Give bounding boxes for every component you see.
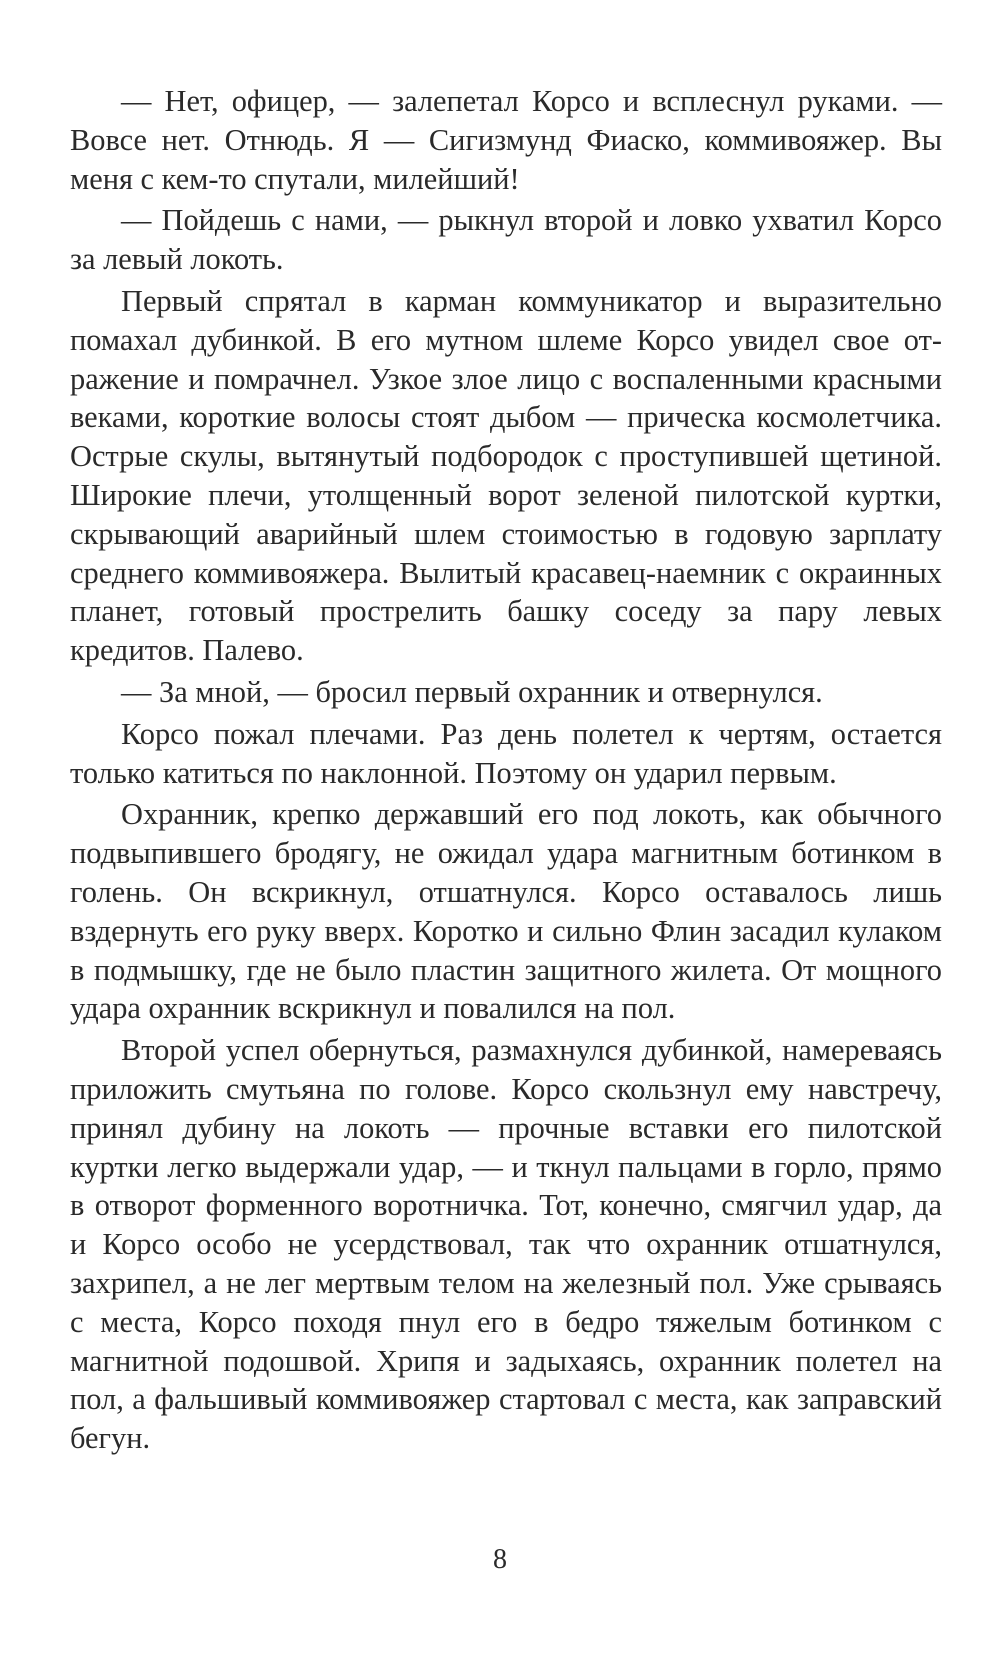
paragraph-4: — За мной, — бросил первый охранник и отвернулся. xyxy=(121,674,823,709)
paragraph-1: — Нет, офицер, — залепетал Корсо и всплеснул руками. — Вовсе нет. Отнюдь. Я — Сигизмунд Фиаско, коммивояжер. Вы меня с кем-то спутали, милейший! xyxy=(70,84,942,196)
paragraph-6: Охранник, крепко державший его под локоть, как обычного подвыпившего бродягу, не ожидал удара магнитным ботинком в голень. Он вскрикнул, отшатнулся. Корсо оставалось лишь вздернуть его руку вверх. Коротко и сильно Флин засадил кулаком в подмышку, где не было пластин защитного жилета. От мощного удара охранник вскрикнул и повалился на пол. xyxy=(70,797,942,1026)
paragraph-3: Первый спрятал в карман коммуникатор и выразительно помахал дубинкой. В его мутном шлеме Корсо увидел свое отражение и помрачнел. Узкое злое лицо с воспаленными красными веками, короткие волосы стоят дыбом — прическа космолетчика. Острые скулы, вытянутый подбородок с проступившей щетиной. Широкие плечи, утолщенный ворот зеленой пилотской куртки, скрывающий аварийный шлем стоимостью в годовую зарплату среднего коммивояжера. Вылитый красавец-наемник с окраинных планет, готовый прострелить башку соседу за пару левых кредитов. Палево. xyxy=(70,283,942,668)
page-number: 8 xyxy=(493,1544,507,1575)
paragraph-2: — Пойдешь с нами, — рыкнул второй и ловко ухватил Корсо за левый локоть. xyxy=(70,203,942,277)
paragraph-7: Второй успел обернуться, размахнулся дубинкой, намереваясь приложить смутьяна по голове. Корсо скользнул ему навстречу, принял дубину на локоть — прочные вставки его пилотской куртки легко выдержали удар, — и ткнул пальцами в горло, прямо в отворот форменного воротничка. Тот, конечно, смягчил удар, да и Корсо особо не усердствовал, так что охранник отшатнулся, захрипел, а не лег мертвым телом на железный пол. Уже срываясь с места, Корсо походя пнул его в бедро тяжелым ботинком с магнитной подошвой. Хрипя и задыхаясь, охранник полетел на пол, а фальшивый коммивояжер стартовал с места, как заправский бегун. xyxy=(70,1033,942,1456)
book-page-text xyxy=(70,82,942,1458)
paragraph-5: Корсо пожал плечами. Раз день полетел к чертям, остается только катиться по наклонной. Поэтому он ударил первым. xyxy=(70,716,942,790)
